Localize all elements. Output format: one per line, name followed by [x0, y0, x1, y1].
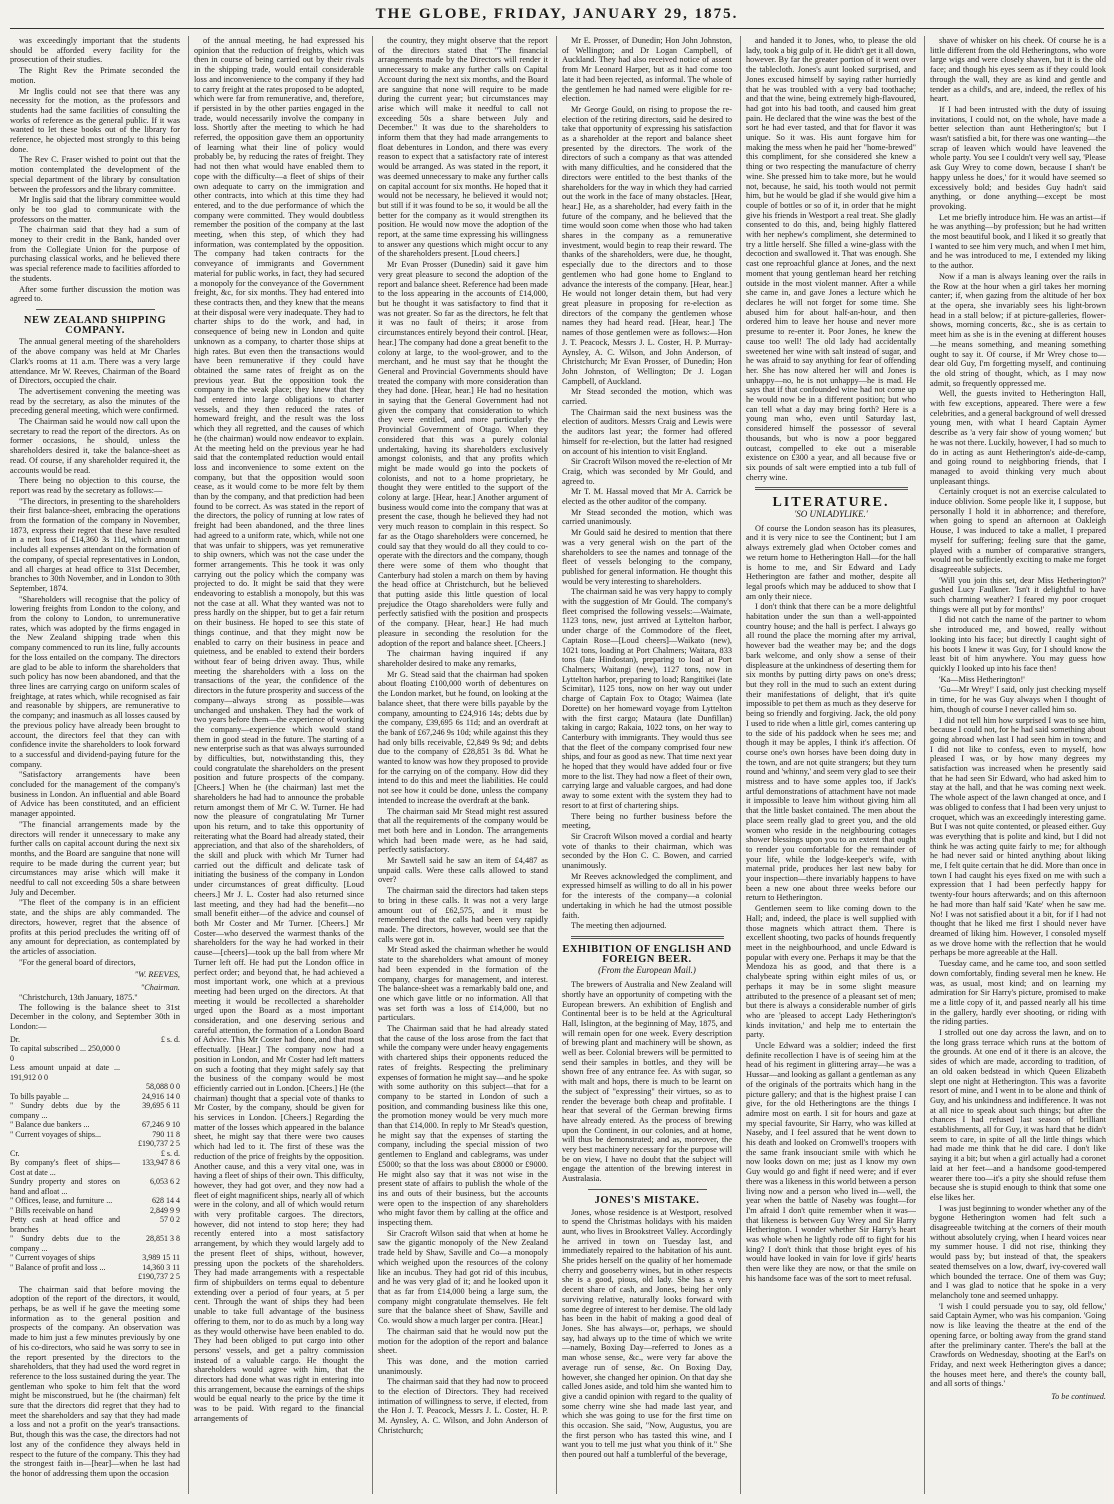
table-cell-amount [120, 1044, 180, 1063]
paragraph: There being no further business before the meeting, [562, 811, 732, 831]
chairman-paras [10, 1285, 180, 1479]
paragraph: The Chairman said the next business was the election of auditors. Messrs Craig and Lewis were the auditors last year; the former had offered himself for re-election, but the latter had resigned on account of his intention to visit England. [562, 407, 732, 456]
paragraph: "Satisfactory arrangements have been concluded for the management of the company's business in London. An influential and able Board of Advice has been constituted, and an efficient manager appointed. [10, 770, 180, 819]
column-6 [930, 36, 1106, 1496]
table-row [10, 1177, 180, 1196]
paragraph: I strolled out one day across the lawn, and on to the long grass terrace which runs at the bottom of the grounds. At one end of it there is an alcove, the sides of which are made, according to tradition, of an old oaken bedstead in which Queen Elizabeth slept one night at Hetherington. This was a favorite resort of mine, and I went in to be alone and think of Guy, and his unkindness and indifference. It was not at all nice to speak about such things; but after the chances I had refused last season of brilliant establishments, all for Guy, it was hard that he didn't seem to care, in spite of all the little things which had made me think that he did care. I don't like saying it a bit; but when a girl actually had a coronet laid at her feet—and a handsome good-tempered wearer there too—it's a pity she should refuse them because she is stupid enough to think that some one else likes her. [930, 1028, 1106, 1202]
table-cell-label: " Sundry debts due by the company ... [10, 1101, 120, 1120]
table-cell-label: Sundry property and stores on hand and afloat ... [10, 1177, 120, 1196]
table-row [10, 1120, 180, 1130]
paragraph: and handed it to Jones, who, to please the old lady, took a big gulp of it. He didn't get it all down, however. By far the greater portion of it went over the tablecloth. Jones's aunt looked surprised, and Jones excused himself by saying rather hurriedly that he was troubled with a very bad toothache; and that the wine, being extremely high-flavoured, had got into his bad tooth, and caused him great pain. He declared that the wine was the best of the sort he had ever tasted, and that for flavor it was unique. So it was. His aunt forgave him for making the mess when he paid her "home-brewed" this compliment, for she considered she knew a thing or two respecting the manufacture of cherry wine. She pressed him to take more, but he would not, because, he said, his tooth would not permit him, but he would be glad if she would give him a couple of bottles or so of it, in order that he might give his friends in Westport a real treat. She gladly consented to do this, and, being highly flattered with her nephew's compliment, she determined to try a little herself. She filled a wine-glass with the decoction and swallowed it. That was enough. She cast one reproachful glance at Jones, and the next moment that young gentleman heard her retching outside in the most violent manner. After a while she came in, and gave Jones a lecture which he declares he will not forget for some time. She abused him for about half-an-hour, and then ordered him to leave her house and never more presume to re-enter it. Poor Jones, he knew the cause too well! The old lady had accidentally sweetened her wine with salt instead of sugar, and he was afraid to say anything for fear of offending her. She has now altered her will and Jones is unhappy—no, he is not unhappy—he is mad. He says that if that confounded wine had not come up he would now be in a different position; but who can tell what a day may bring forth? Here is a young man who, even until Saturday last, considered himself the possessor of several thousands, but who is now a poor beggared outcast, compelled to eke out a miserable existence on £300 a year, and all because five or six pounds of salt were emptied into a tub full of cherry wine. [746, 36, 916, 482]
column-rule [188, 36, 189, 1494]
paragraph: Sir Cracroft Wilson said that when at home he saw the gigantic monopoly of the New Zealand trade held by Shaw, Saville and Co—a monopoly which weighed upon the resources of the colony like an incubus. They had got rid of this incubus, and he was very glad of it; and he looked upon it that as far from £14,000 being a large sum, the company might congratulate themselves. He felt sure that the balance sheet of Shaw, Saville and Co. would show a much larger per contra. [Hear.] [378, 1228, 548, 1326]
paragraph: was exceedingly important that the students should be afforded every facility for the prosecution of their studies. [10, 36, 180, 65]
paragraph: "For the general board of directors, [19, 957, 136, 967]
paragraph: I don't think that there can be a more delightful habitation under the sun than a well-appointed country house; and the hall is perfect. I always go all round the place the morning after my arrival, however bad the weather may be; and the dogs bark welcome, and only show a sense of their displeasure at the unkindness of deserting them for six months by putting dirty paws on one's dress; but they roll in the mud to such an extent during their manifestations of delight, that it's quite impossible to pet them as much as they deserve for being so friendly and forgiving. Jack, the old pony I used to ride when a little girl, comes cantering up to the side of his paddock when he sees me; and though it may be apples, I think it's affection. Of course one's own horses have been doing duty in the town, and are not quite strangers; but they turn round and 'whinny,' and seem very glad to see their mistress and to have some apples too, if Jack's artful demonstrations of attachment have not made it impossible to leave him without giving him all that the little basket contained. The men about the place seem really glad to greet you, and the old women who reside in the neighbouring cottages shower blessings upon you to an extent that ought to render you comfortable for the remainder of your life, while the lodge-keeper's wife, with maternal pride, produces her last new baby for your inspection—there invariably happens to have been a new one about three weeks before our return to Hetherington. [746, 602, 916, 903]
paragraph: This was done, and the motion carried unanimously. [378, 1356, 548, 1376]
paragraph: shave of whisker on his cheek. Of course he is a little different from the old Hetheringtons, who wore large wigs and were closely shaven, but it is the old face; and though his eyes seem as if they could look through the wall, they are as kind and gentle and tender as a child's, and are, indeed, the reflex of his heart. [930, 36, 1106, 104]
paragraph: "Shareholders will recognise that the policy of lowering freights from London to the colony, and from the colony to London, to unremunerative rates, which was adopted by the firms engaged in the New Zealand shipping trade when this company commenced to run its line, fully accounts for the loss entailed on the company. The directors are glad to be able to inform the shareholders that such policy has now been abandoned, and that the three lines are carrying cargo on uniform scales of freightage, at rates which, while recognised as fair and reasonable by shippers, are remunerative to the company; and inasmuch as all losses caused by the previous policy have already been brought to account, the directors feel that they can with confidence invite the shareholders to look forward to a successful and dividend-paying future for the company. [10, 594, 180, 769]
paragraph: The annual general meeting of the shareholders of the above company was held at Mr Charles Clark's rooms at 11 a.m. There was a very large attendance. Mr W. Reeves, Chairman of the Board of Directors, occupied the chair. [10, 337, 180, 386]
table-cell-amount: £ s. d. [160, 1148, 180, 1158]
jones-mistake-paras [562, 1208, 732, 1460]
table-row [10, 1263, 180, 1273]
paragraph: Gentlemen seem to like coming down to the Hall; and, indeed, the place is well supplied with those magnets which attract them. There is excellent shooting, two packs of hounds frequently meet in the neighbourhood, and uncle Edward is popular with every one. Perhaps it may be that the Mendoza his as good, and that there is a chalybeate spring within eight miles of us, or perhaps it may be in some slight measure attributed to the presence of a pleasant set of men; but there is always a considerable number of girls who are 'pleased to accept Lady Hetherington's kinds invitation,' and help me to entertain the party. [746, 904, 916, 1040]
paragraph: Mr Inglis could not see that there was any necessity for the motion, as the professors and students had the same facilities of consulting the works of reference as the general public. If it was wanted to let these books out of the library for reference, he objected most strongly to this being done. [10, 86, 180, 154]
column-1 [10, 36, 180, 1496]
column-rule [372, 36, 373, 1494]
beer-exhibition-heading: EXHIBITION OF ENGLISH AND FOREIGN BEER. [562, 943, 732, 965]
table-row [10, 1234, 180, 1253]
table-row [10, 1253, 180, 1263]
paragraph: The meeting then adjourned. [571, 921, 667, 931]
paragraph: Mr E. Prosser, of Dunedin; Hon John Johnston, of Wellington; and Dr Logan Campbell, of Auckland. They had also received notice of assent from Mr Leonard Harper, but as it had come too late it had been rejected, as informal. The whole of the gentlemen he had named were eligible for re-election. [562, 36, 732, 104]
table-cell-label [10, 1082, 120, 1092]
table-row [10, 1044, 180, 1063]
table-row [10, 1092, 180, 1102]
paragraph: I was just beginning to wonder whether any of the bygone Hetherington women had felt such a disagreeable twitching at the corners of their mouth without absolutely crying, when I heard voices near my summer house. I did not rise, thinking they would pass by; but instead of that, the speakers seated themselves on a low, dwarf, ivy-covered wall which bounded the terrace. One of them was Guy; and I was glad to notice that he spoke in a very melancholy tone and seemed unhappy. [930, 1203, 1106, 1300]
table-row [10, 1082, 180, 1092]
paragraph: Mr Reeves acknowledged the compliment, and expressed himself as willing to do all in his power for the interests of the company—a colonial undertaking in which he had the utmost possible faith. [562, 871, 732, 920]
column-rule [556, 36, 557, 1494]
table-cell-label: By company's fleet of ships— Cost at date ... [10, 1158, 120, 1177]
paragraph: 'Ka—Miss Hetherington!' [939, 674, 1025, 684]
table-row [10, 1101, 180, 1120]
table-cell-amount: 790 11 8 [152, 1129, 180, 1139]
paragraph: Jones, whose residence is at Westport, resolved to spend the Christmas holidays with his maiden aunt, who lives in Brookstreet Valley. Accordingly he arrived in town on Tuesday last, and immediately repaired to the habitation of his aunt. She prides herself on the quality of her homemade cherry and gooseberry wines, but in other respects she is a good, pious, old lady. She has a very decent share of cash, and Jones, being her only surviving relative, naturally looks forward with some degree of interest to her demise. The old lady has been in the habit of making a good deal of Jones. She has always—or, perhaps, we should say, had always up to the time of which we write—namely, Boxing Day—referred to Jones as a man whose sense, &c., were very far above the average run of sense, &c. On Boxing Day, however, she changed her opinion. On that day she called Jones aside, and told him she wanted him to give a candid opinion with regard to the quality of some cherry wine she had made last year, and which she was going to use for the first time on this occasion. She said, "Now, Augustus, you are the first person who has tasted this wine, and I want you to tell me just what you think of it." She then poured out half a tumblerful of the beverage, [562, 1207, 732, 1460]
paragraph: Mr Evan Prosser (Dunedin) said it gave him very great pleasure to second the adoption of the report and balance sheet. Reference had been made to the loss appearing in the accounts of £14,000, but he thought it was satisfactory to find that it was not greater. So far as the directors, he felt that it was no fault of theirs; it arose from circumstances entirely beyond their control. [Hear, hear.] The company had done a great benefit to the colony at large, to the wool-grower, and to the merchant, and he must say that he thought the General and Provincial Governments should have treated the company with more consideration than they had done. [Hear, hear.] He had no hesitation in saying that the General Government had not given the company that consideration to which they were entitled, and more particularly the Provincial Government of Otago. When they considered that this was a purely colonial undertaking, having its shareholders exclusively amongst colonists, and that any profits which might be made would go into the pockets of colonists, and not to a home proprietary, he thought they were entitled to the support of the colony at large. [Hear, hear.] Another argument of business would come into the company that was at present the case, though he believed they had not very much reason to complain in this respect. So far as the Otago shareholders were concerned, he could say that they would do all they could to co-operate with the directors and the company, though there were some of them who thought that Canterbury had stolen a march on them by having the head office at Christchurch, but he believed that putting aside this little question of local prejudice the Otago shareholders were fully and perfectly satisfied with the position and prospects of the company. [Hear, hear.] He had much pleasure in seconding the resolution for the adoption of the report and balance sheet. [Cheers.] [378, 260, 548, 648]
paragraph: Now if a man is always leaning over the rails in the Row at the hour when a girl takes her morning canter; if, when gazing from the altitude of her box at the opera, she invariably sees his light-brown head in a stall below; if at picture-galleries, flower-shows, morning concerts, &c., she is as certain to meet him as she is in the evening at different houses—he means something, and meaning something ought to say it. Of course, if Mr Wrey chose to—dear old Guy, I'm forgetting myself, and continuing the old string of thought, which, as I may now admit, so frequently oppressed me. [930, 271, 1106, 388]
paragraph: Certainly croquet is not an exercise calculated to induce oblivion. Some people like it, I suppose, but personally I hold it in abhorrence; and therefore, when going to spend an afternoon at Oakleigh House, I was induced to take a mallet, I prepared myself for suffering; feeling sure that the game, played with a number of comparative strangers, would not be sufficiently exciting to make me forget disagreeable subjects. [930, 487, 1106, 574]
paragraph: "The directors, in presenting to the shareholders their first balance-sheet, embracing the operations from the formation of the company in November, 1873, express their regret that these have resulted in a nett loss of £14,360 3s 11d, which amount includes all expenses attendant on the formation of the company, of special representatives in London, and all charges at head office to 31st December, branches to 30th November, and in London to 30th September, 1874. [10, 496, 180, 593]
shipping-company-heading: NEW ZEALAND SHIPPING COMPANY. [23, 314, 167, 336]
table-row [10, 1215, 180, 1234]
paragraph: The advertisement convening the meeting was read by the secretary, as also the minutes of the preceding general meeting, which were confirmed. [10, 386, 180, 416]
table-cell-amount: 39,695 6 11 [142, 1101, 180, 1111]
meeting-discussion [378, 36, 548, 1436]
paragraph: There being no objection to this course, the report was read by the secretary as follows:— [10, 476, 180, 495]
table-row [10, 1130, 180, 1140]
table-cell-amount [120, 1063, 180, 1082]
paragraph: I did not catch the name of the partner to whom she introduced me, and bowed, really without looking into his face; but directly I caught sight of his boots I knew it was Guy, for I should know the least bit of him anywhere. You may guess how quickly I looked up into his face then! [930, 615, 1106, 673]
balance-sheet-table [10, 1035, 180, 1282]
paragraph: The brewers of Australia and New Zealand will shortly have an opportunity of competing with the European brewers. An exhibition of English and Continental beer is to be held at the Agricultural Hall, Islington, at the beginning of May, 1875, and will remain open for one week. Every description of brewing plant and machinery will be shown, as well as beer. Colonial brewers will be permitted to send their samples in bottles, and they will be shown free of any entrance fee. As with sugar, so with malt and hops, there is much to be learnt on the subject of "expressing" their virtues, so as to render the beverage both cheap and profitable. I hear that several of the German brewing firms have already entered. As the process of brewing upon the Continent, in our colonies, and at home, will thus be demonstrated; and as, moreover, the very best machinery necessary for the purpose will be on view, I have no doubt that the subject will engage the attention of the brewing interest in Australasia. [562, 980, 732, 1184]
table-cell-amount: 58,088 0 0 [146, 1082, 180, 1092]
signature-title: "Chairman. [140, 983, 180, 993]
paragraph: 'Gu—Mr Wrey!' I said, only just checking myself in time, for he was Guy always when I thought of him, though of course I never called him so. [930, 685, 1106, 714]
table-cell-label: Dr. [10, 1034, 20, 1044]
table-row [10, 1206, 180, 1216]
table-cell-label: Less amount unpaid at date ... 191,912 0 0 [10, 1063, 120, 1082]
table-row [10, 1272, 180, 1282]
masthead-rule [10, 28, 1104, 29]
paragraph: The chairman said the directors had taken steps to bring in these calls. It was not a very large amount out of £62,575, and it must be remembered that the calls had been very rapidly made. The directors, however, would see that the calls were got in. [378, 886, 548, 944]
divider [755, 487, 908, 490]
paragraph: "The financial arrangements made by the directors will render it unnecessary to make any further calls on capital account during the next six months, and the Board are sanguine that none will require to be made during the current year; but circumstances may arise which will make it needful to call not exceeding 50s a share between July and December. [10, 819, 180, 897]
divider [36, 309, 155, 310]
chairman-speech [194, 36, 364, 1424]
column-5 [746, 36, 916, 1496]
signature-place: "Christchurch, 13th January, 1875." [19, 992, 138, 1002]
story-paras [746, 524, 916, 1284]
beer-exhibition-paras [562, 980, 732, 1184]
election-paras [562, 36, 732, 931]
table-cell-label: " Offices, lease, and furniture ... [10, 1196, 113, 1206]
paragraph: The Right Rev the Primate seconded the motion. [10, 66, 180, 85]
table-cell-amount: 67,246 9 10 [142, 1120, 180, 1130]
paragraph: Let me briefly introduce him. He was an artist—if he was anything—by profession; but he had written the most beautiful book, and I liked it so greatly that I wanted to see him very much, and when I met him, and he was introduced to me, I extended my liking to the author. [930, 212, 1106, 271]
jones-mistake-continued [746, 36, 916, 482]
paragraph: The chairman said Mr Stead might rest assured that all the requirements of the company would be met both here and in London. The arrangements which had been made were, as he had said, perfectly satisfactory. [378, 806, 548, 855]
table-cell-amount: £ s. d. [160, 1034, 180, 1044]
paragraph: of the annual meeting, he had expressed his opinion that the reduction of freights, which was then in course of being carried out by their rivals in the shipping trade, would entail considerable loss and inconvenience to the company if they had to carry freight at the rates proposed to be adopted, which were far from remunerative, and, therefore, if persisted in by the other parties engaged in the trade, would necessarily involve the company in loss. Shortly after the meeting to which he had referred, the opposition gave them an opportunity of learning what their line of policy would probably be, by reducing the rates of freight. They had not then what would have enabled them to cope with the difficulty—a fleet of ships of their own adequate to carry on the immigration and other contracts, into which at this time they had entered, and to the due performance of which the company were committed. They would doubtless remember the position of the company at the last meeting, when this step, of which they had information, was contemplated by the opposition. The company had taken contracts for the conveyance of immigrants and Government material for public works, in fact, they had secured a monopoly for the conveyance of the Government freight, &c, for six months. They had entered into these contracts then, and they knew that the means at their disposal were very inadequate. They had to charter ships to do the work, and had, in consequence of being new in London and quite unknown as a company, to charter those ships at high rates. But even then the transactions would have been remunerative if they could have obtained the same rates of freight as on the previous year. But the opposition took the company in the weak place; they knew that they had entered into large obligations to charter vessels, and they then reduced the rates of homeward freight, and the result was the loss which they all regretted, and the causes of which he (the chairman) would now endeavor to explain. At the meeting held on the previous year he had said that the contemplated reduction would entail loss and inconvenience to some extent on the company, but that the opposition would soon cease, as it would come to be more felt by them than by the company, and that prediction had been found to be correct. As was stated in the report of the directors, the policy of running at low rates of freight had been abandoned, and the three lines had agreed to a uniform rate, which, while not one that was unfair to shippers, was yet remunerative to ship owners, which was not the case under the former arrangements. This he took it was only carrying out the policy which the company was projected to do. It might be said that they were endeavoring to establish a monopoly, but this was not the case at all. What they wanted was not to press hardly on the shipper, but to get a fair return on their business. He hoped to see this state of things continue, and that they might now be enabled to carry on their business in peace and quietness, and be enabled to extend their borders without fear of being driven away. Thus, while meeting the shareholders with a loss on the transactions of the year, the confidence of the directors in the future prosperity and success of the company—always strong as possible—was unchanged and unshaken. They had the work of two years before them—the experience of working the company—experience which would stand them in good stead in the future. The starting of a new enterprise such as that was always surrounded by difficulties, but, notwithstanding this, they could congratulate the shareholders on the present position and future prospects of the company. [Cheers.] When he (the chairman) last met the shareholders he had had to announce the probable return amongst them of Mr C. W. Turner. He had now the pleasure of congratulating Mr Turner upon his return, and to take this opportunity of reiterating what the Board had already stated, their appreciation, and that also of the shareholders, of the skill and pluck with which Mr Turner had carried out the difficult and delicate task of initiating the business of the company in London under circumstances of great difficulty. [Loud cheers.] Mr J. L. Coster had also returned since last meeting, and they had had the benefit—no small benefit either—of the advice and counsel of both Mr Coster and Mr Turner. [Cheers.] Mr Coster—who deserved the warmest thanks of the shareholders for the way he had worked in their cause—[cheers]—took up the ball from where Mr Turner left off. He had put the London office in perfect order; and beyond that, he had achieved a most important work, one which at a previous meeting had been urged on the directors. At that meeting it would be recollected a shareholder urged upon the Board as a most important consideration, and one deserving serious and careful attention, the formation of a London Board of Advice. This Mr Coster had done, and that most effectually. [Hear.] The company now had a position in London, and Mr Coster had left matters on such a footing that they might safely say that the business of the company would be most efficiently carried out in London. [Cheers.] He (the chairman) thought that a special vote of thanks to Mr Coster, by the company, should be given for his services in London. [Cheers.] Regarding the matter of the losses which appeared in the balance sheet, he might say that there were two causes which had led to it. The first of these was the reduction of the price of freights by the opposition. Another cause, and this a very vital one, was in having a fleet of ships of their own. This difficulty, however, they had got over, and they now had a fleet of eight magnificent ships, nearly all of which were in the colony, and all of which would return with very profitable cargoes. The directors, however, did not intend to stop here; they had recently entered into a most satisfactory arrangement, by which they would largely add to the present fleet of ships, without, however, pressing upon the pockets of the shareholders. They had made arrangements with a respectable firm of shipbuilders on terms equal to debenture extending over a period of four years, at 5 per cent. Through the want of ships they had been unable to take full advantage of the business offering to them, nor to do as much by a long way as they would otherwise have been enabled to do. They had been obliged to put cargo into other persons' vessels, and get a paltry commission instead of a valuable cargo. He thought the shareholders would agree with him, that the directors had done what was right in entering into this arrangement, because the earnings of the ships would be equal nearly to the price by the time it was to be paid. With regard to the financial arrangements of [194, 36, 364, 1423]
paragraph: The chairman said that he would now put the motion for the adoption of the report and balance sheet. [378, 1326, 548, 1356]
column-rule [740, 36, 741, 1494]
paragraph: The chairman said he was very happy to comply with the suggestion of Mr Gould. The company's fleet comprised the following vessels:—Waimate, 1123 tons, new, just arrived at Lyttelton harbor, under charge of the Commodore of the fleet, Captain Rose—[Loud cheers]—Waikato (new), 1021 tons, loading at Port Chalmers; Waitara, 833 tons (late Hindostan), preparing to load at Port Chalmers; Waitangi (new), 1127 tons, now in Lyttelton harbor, preparing to load; Rangitikei (late Scimitar), 1125 tons, now on her way out under charge of Captain Fox to Otago; Waimea (late Dorette) on her homeward voyage from Lyttelton with the first cargo; Mataura (late Dunfillan) taking in cargo; Rakaia, 1022 tons, on her way to Canterbury with immigrants. They would thus see that the fleet of the company comprised four new ships, and four as good as new. That time next year he hoped that they would have added four or five more to the list. They had now a fleet of their own, carrying large and valuable cargoes, and had done away to some extent with the system they had to resort to at first of chartering ships. [562, 587, 732, 810]
shipping-paras [10, 337, 180, 967]
divider [588, 1189, 707, 1190]
paragraph: Mr Stead asked the chairman whether he would state to the shareholders what amount of money had been expended in the formation of the company, charges for management, and interest. The balance-sheet was a remarkably bald one, and one which gave little or no information. All that was set forth was a loss of £14,000, but no particulars. [378, 945, 548, 1023]
story-continued [930, 36, 1106, 1389]
table-cell-label: " Current voyages of ships... [10, 1129, 102, 1139]
table-cell-label: To capital subscribed ... 250,000 0 0 [10, 1044, 120, 1063]
paragraph: Mr Stead seconded the motion, which was carried unanimously. [562, 507, 732, 527]
table-cell-amount: 57 0 2 [160, 1215, 180, 1225]
table-cell-amount: 628 14 4 [152, 1196, 180, 1206]
table-cell-amount: 24,916 14 0 [142, 1091, 180, 1101]
table-cell-label: " Bills receivable on hand [10, 1205, 93, 1215]
library-paras [10, 36, 180, 304]
table-cell-amount: 3,989 15 11 [142, 1253, 180, 1263]
table-row [10, 1149, 180, 1159]
paragraph: Mr G. Stead said that the chairman had spoken about floating £100,000 worth of debentures on the London market, but he found, on looking at the balance sheet, that there were bills payable by the company, amounting to £24,916 14s; debts due by the company, £39,695 6s 11d; and an overdraft at the bank of £67,246 9s 10d; while against this they had only bills receivable, £2,849 9s 9d; and debts due to the company of £28,851 3s 8d. What he wanted to know was how they proposed to provide for the carrying on of the company. How did they intend to do this and meet the liabilities. He could not see how it could be done, unless the company intended to increase the overdraft at the bank. [378, 669, 548, 805]
paragraph: 'I wish I could persuade you to say, old fellow,' said Captain Aymer, who was his companion. 'Going now is like leaving the theatre at the end of the opening farce, or bolting away from the grand stand after the preliminary canter. There's the ball at the Crawfords on Wednesday, shooting at the Earl's on Friday, and next week Hetherington gives a dance; the houses meet here, and there's the county ball, and all sorts of things.' [930, 1301, 1106, 1389]
table-cell-label: Cr. [10, 1148, 20, 1158]
paragraph: Sir Cracroft Wilson moved the re-election of Mr Craig, which was seconded by Mr Gould, and agreed to. [562, 457, 732, 486]
balance-intro [10, 1003, 180, 1032]
paragraph: Of course the London season has its pleasures, and it is very nice to see the Continent; but I am always extremely glad when October comes and we return home to Hetherington Hall—for the hall is home to me, and Sir Edward and Lady Hetherington are father and mother, despite all legal proofs which may be adduced to show that I am only their niece. [746, 523, 916, 601]
table-cell-amount: 14,360 3 11 [142, 1262, 180, 1272]
paragraph: the country, they might observe that the report of the directors stated that "The financial arrangements made by the Directors will render it unnecessary to make any further calls on Capital Account during the next six months, and the Board are sanguine that none will require to be made during the current year; but circumstances may arise which will make it needful to call not exceeding 50s a share between July and December." It was due to the shareholders to inform them that they had made arrangements to float debentures in London, and there was every reason to expect that a satisfactory rate of interest would be arranged. As was stated in the report, it was deemed unnecessary to make any further calls on capital account for six months. He hoped that it would not be necessary, he believed it would not; but still if it was found to be so, it would be all the better for the company as it would strengthen its position. He would now move the adoption of the report, at the same time expressing his willingness to answer any questions which might occur to any of the shareholders present. [Loud cheers.] [378, 36, 548, 259]
paragraph: Mr Sawtell said he saw an item of £4,487 as unpaid calls. Were these calls allowed to stand over? [378, 856, 548, 885]
table-cell-label: " Balance due bankers ... [10, 1120, 90, 1130]
table-cell-amount: £190,737 2 5 [138, 1272, 180, 1282]
paragraph: The chairman said that they had now to proceed to the election of Directors. They had received intimation of willingness to serve, if elected, from the Hon J. T. Peacock, Messrs J. L. Coster, H. P. M. Aynsley, A. C. Wilson, and John Anderson of Christchurch; [378, 1377, 548, 1435]
paragraph: Mr T. M. Hassal moved that Mr A. Carrick be elected as the other auditor of the company. [562, 487, 732, 507]
paragraph: If I had been intrusted with the duty of issuing invitations, I could not, on the whole, have made a better selection than aunt Hetherington's; but I wasn't satisfied a bit, for there was one wanting—the scrap of leaven which would have leavened the whole party. You see I couldn't very well say, 'Please ask Guy Wrey to come down, because I shan't be happy unless he does,' for it would have seemed so excessively bold; and besides Guy hadn't said anything, or done anything—except be most provoking. [930, 104, 1106, 211]
paragraph: The Rev C. Fraser wished to point out that the motion contemplated the development of the special department of the library by consultation between the professors and the library committee. [10, 155, 180, 194]
beer-exhibition-source: (From the European Mail.) [598, 965, 696, 976]
paragraph: The chairman said that they had a sum of money to their credit in the Bank, handed over from the Collegiate Union for the purpose of purchasing classical works, and he believed there was special reference made to facilities afforded to the students. [10, 225, 180, 283]
table-cell-amount: £190,737 2 5 [138, 1139, 180, 1149]
paragraph: Mr George Gould, on rising to propose the re-election of the retiring directors, said he desired to take that opportunity of expressing his satisfaction as a shareholder at the report and balance sheet presented by the directors. The work of the directors of such a company as that was attended with many difficulties, and he considered that the directors were entitled to the best thanks of the shareholders for the way in which they had carried out the work in the face of many obstacles. [Hear, hear.] He, as a shareholder, had every faith in the future of the company, and he believed that the time would soon come when those who had taken shares in the company as a remunerative investment, would begin to reap their reward. The thanks of the shareholders, were due, he thought, especially due to the directors and to those gentlemen who had gone home to England to advance the interests of the company. [Hear, hear.] He would not longer detain them, but had very great pleasure in proposing for re-election as directors of the company the gentlemen whose names they had heard read. [Hear, hear.] The names of those gentlemen were as follows:—Hon J. T. Peacock, Messrs J. L. Coster, H. P. Murray-Aynsley, A. C. Wilson, and John Anderson, of Christchurch; Mr Evan Prosser, of Dunedin; Hon John Johnston, of Wellington; Dr J. Logan Campbell, of Auckland. [562, 104, 732, 386]
paragraph: The chairman having inquired if any shareholder desired to make any remarks, [378, 649, 548, 668]
table-row [10, 1158, 180, 1177]
paragraph: Tuesday came, and he came too, and soon settled down comfortably, finding several men he knew. He was, as usual, most kind; and on learning my admiration for Sir Harry's picture, promised to make me a little copy of it, and passed nearly all his time in the gallery, hardly ever shooting, or riding with the riding parties. [930, 959, 1106, 1027]
paragraph: The following is the balance sheet to 31st December in the colony, and September 30th in London:— [10, 1002, 180, 1031]
table-row [10, 1035, 180, 1045]
paragraph: The Chairman said that he had already stated that the cause of the loss arose from the fact that while the company were under heavy engagements with chartered ships their opponents reduced the rates of freights. Respecting the preliminary expenses of formation he might say—and he spoke with some authority on this subject—that for a company to be started in London of such a position, and commanding business like this one, the promotion money would be very much more than that £14,000. In reply to Mr Stead's question, he might say that the expenses of starting the company, including the special mission of two gentlemen to England and cablegrams, was under £5000; so that the loss was about £8000 or £9000. He might also say that it was not wise in the present state of affairs to publish the whole of the ins and outs of their business, but the accounts were open to the inspection of any shareholders who might favor them by calling at the office and inspecting them. [378, 1024, 548, 1228]
paragraph: Uncle Edward was a soldier; indeed the first definite recollection I have is of seeing him at the head of his regiment in glittering array—he was a Hussar—and looking as gallant a gentleman as any of the originals of the portraits which hang in the picture gallery; and that is the highest praise I can give, for the old Hetheringtons are the things I admire most on earth. I sit for hours and gaze at my special favourite, Sir Harry, who was killed at Naseby, and I feel assured that he went down to his death and looked on Cromwell's troopers with the same frank insouciant smile with which he now looks down on me; just as I know my own Guy would go and fight if need were; and if ever there was a likeness in this world between a person living now and a person who lived in—well, the year when the battle of Naseby was fought—for I'm afraid I don't quite remember when it was—that likeness is between Guy Wrey and Sir Harry Hetherington. I wonder whether Sir Harry's heart was whole when he lightly rode off to fight for his king? I don't think that those bright eyes of his would have looked in vain for love if girls' hearts then were like they are now, or that the smile on his handsome face was of the sort to meet refusal. [746, 1041, 916, 1283]
paragraph: "The fleet of the company is in an efficient state, and the ships are ably commanded. The directors, however, regret that the absence of profits at this period precludes the writing off of any amount for depreciation, as contemplated by the articles of association. [10, 898, 180, 956]
table-row [10, 1139, 180, 1149]
table-cell-amount: 2,849 9 9 [150, 1205, 180, 1215]
table-row [10, 1196, 180, 1206]
masthead: THE GLOBE, FRIDAY, JANUARY 29, 1875. [375, 6, 739, 22]
paragraph: The Chairman said he would now call upon the secretary to read the report of the directors. As on former occasions, he should, unless the shareholders desired it, take the balance-sheet as read. Of course, if any shareholder required it, the accounts would be read. [10, 417, 180, 475]
paragraph: After some further discussion the motion was agreed to. [10, 284, 180, 304]
column-4 [562, 36, 732, 1496]
paragraph: Mr Inglis said that the library committee would only be too glad to communicate with the professors on the matter. [10, 195, 180, 224]
table-cell-label: " Balance of profit and loss ... [10, 1262, 106, 1272]
paragraph: I did not tell him how surprised I was to see him, because I could not, for he had said something about going abroad when last I had seen him in town; and I did not like to confess, even to myself, how pleased I was, or by how many degrees my satisfaction was increased when he presently said that he had seen Sir Edward, who had asked him to stay at the hall, and that he was coming next week. The whole aspect of the lawn changed at once, and I was obliged to confess that I had been very unjust to croquet, which was an exceedingly interesting game. But I was not quite contented, or pleased either. Guy was everything that is polite and kind, but I did not think he was acting quite fairly to me; for although he had never said or hinted anything about liking me, I felt quite certain that he did. More than once in town I had caught his eyes fixed on me with such a expression that I had been perfectly happy for twenty-four hours afterwards; and on this afternoon he had more than half said 'Kate' when he saw me. No! I was not satisfied about it a bit, for if I had not thought that he liked me first I should never have dreamed of liking him. However, I consoled myself as we drove home with the reflection that he would perhaps be more agreeable at the Hall. [930, 715, 1106, 958]
column-2 [194, 36, 364, 1496]
table-cell-amount: 6,053 6 2 [150, 1177, 180, 1187]
table-cell-label [10, 1139, 120, 1149]
paragraph: Well, the guests invited to Hetherington Hall, with few exceptions, appeared. There were a few celebrities, and a general background of well dressed young men, with what I heard Captain Aymer describe as 'a very fair show of young women;' but he was not there. Luckily, however, I had so much to do in acting as aunt Hetherington's aide-de-camp, and going round to neighboring friends, that I managed to avoid thinking very much about unpleasant things. [930, 389, 1106, 486]
column-3 [378, 36, 548, 1496]
paragraph: The chairman said that before moving the adoption of the report of the directors, it would, perhaps, be as well if he gave the meeting some information as to the general position and prospects of the company. An observation was made to him just a few minutes previously by one of his co-directors, who said he was sorry to see in the report presented by the directors to the shareholders, that they had used the word regret in reference to the loss sustained during the year. The gentleman who spoke to him felt that the word might be misconstrued, but he (the chairman) felt sure that the directors did regret that they had to meet the shareholders and say that they had made a loss and not a profit on the year's transactions. But, though this was the case, the directors had not lost any of the confidence they always held in respect to the future of the company. This they had the strongest faith in—[hear]—when he last had the honor of addressing them upon the occasion [10, 1284, 180, 1478]
paragraph: 'Will you join this set, dear Miss Hetherington?' gushed Lucy Faulkner. 'Isn't it delightful to have such charming weather? I feared my poor croquet things were all put by for months!' [930, 575, 1106, 614]
table-cell-label: " Sundry debts due to the company ... [10, 1234, 120, 1253]
table-cell-label: To bills payable ... [10, 1091, 69, 1101]
literature-heading: LITERATURE. [772, 495, 890, 511]
table-cell-label: Petty cash at head office and branches [10, 1215, 120, 1234]
story-title: 'SO UNLADYLIKE.' [794, 509, 868, 520]
table-row [10, 1063, 180, 1082]
table-cell-label [10, 1272, 120, 1282]
table-cell-amount: 28,851 3 8 [146, 1234, 180, 1244]
paragraph: Mr Gould said he desired to mention that there was a very general wish on the part of the shareholders to see the names and tonnage of the fleet of vessels belonging to the company, published for general information. He thought this would be very interesting to shareholders. [562, 528, 732, 586]
to-be-continued: To be continued. [1051, 1392, 1106, 1402]
signature-name: "W. REEVES, [134, 970, 180, 980]
table-cell-label: " Current voyages of ships [10, 1253, 96, 1263]
paragraph: Sir Cracroft Wilson moved a cordial and hearty vote of thanks to their chairman, which was seconded by the Hon C. C. Bowen, and carried unanimously. [562, 831, 732, 871]
column-rule [924, 36, 925, 1494]
jones-mistake-heading: JONES'S MISTAKE. [594, 1194, 700, 1206]
divider [571, 936, 724, 939]
table-cell-amount: 133,947 8 6 [142, 1158, 180, 1168]
paragraph: Mr Stead seconded the motion, which was carried. [562, 387, 732, 407]
